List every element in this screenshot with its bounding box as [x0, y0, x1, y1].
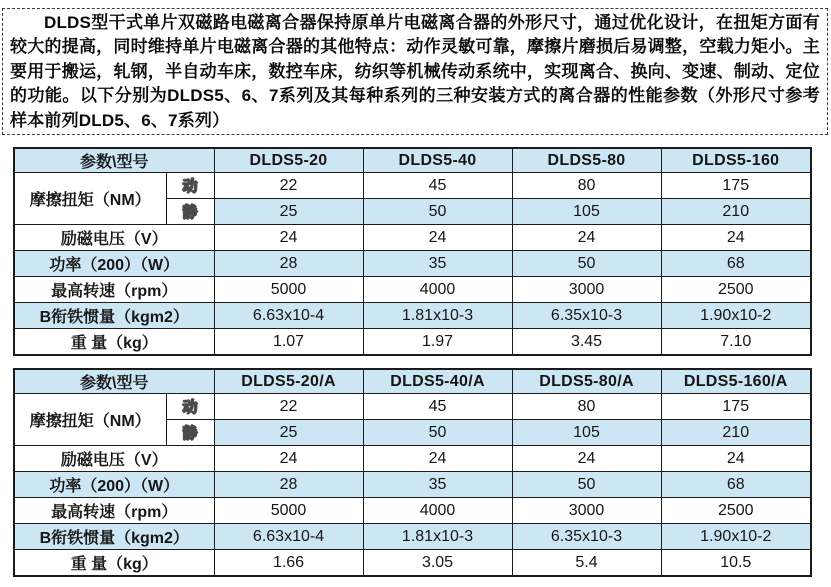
t2-row-voltage-label: 励磁电压（V） — [14, 446, 214, 472]
t2-inertia-cell: 6.63x10-4 — [214, 524, 363, 550]
dynamic-glyph: 动 — [182, 399, 198, 416]
t2-torque-dyn-cell: 22 — [214, 394, 363, 420]
t1-speed-cell: 2500 — [661, 277, 811, 303]
t1-weight-cell: 7.10 — [661, 329, 811, 356]
static-glyph: 静 — [182, 204, 198, 221]
t1-weight-cell: 1.97 — [363, 329, 512, 356]
t1-row-weight-label: 重 量（kg） — [14, 329, 214, 356]
intro-box — [2, 8, 828, 135]
t1-row-power-label: 功率（200）（W） — [14, 251, 214, 277]
dynamic-glyph: 动 — [182, 178, 198, 195]
t2-torque-static-tag — [166, 420, 214, 446]
t2-power-cell: 68 — [661, 472, 811, 498]
t2-power-cell: 35 — [363, 472, 512, 498]
t2-speed-cell: 5000 — [214, 498, 363, 524]
t2-torque-sta-cell: 105 — [512, 420, 661, 446]
t1-header-model-4: DLDS5-160 — [661, 148, 811, 173]
t2-voltage-cell: 24 — [363, 446, 512, 472]
t1-voltage-cell: 24 — [214, 225, 363, 251]
t1-row-inertia-label: B衔铁惯量（kgm2） — [14, 303, 214, 329]
t1-speed-cell: 3000 — [512, 277, 661, 303]
t1-voltage-cell: 24 — [512, 225, 661, 251]
t2-torque-sta-cell: 25 — [214, 420, 363, 446]
t2-voltage-cell: 24 — [661, 446, 811, 472]
t1-inertia-cell: 1.81x10-3 — [363, 303, 512, 329]
t1-voltage-cell: 24 — [363, 225, 512, 251]
t2-speed-cell: 4000 — [363, 498, 512, 524]
t1-header-model-3: DLDS5-80 — [512, 148, 661, 173]
t1-header-param: 参数\型号 — [14, 148, 214, 173]
t2-voltage-cell: 24 — [512, 446, 661, 472]
t1-inertia-cell: 6.63x10-4 — [214, 303, 363, 329]
t2-torque-dynamic-tag — [166, 394, 214, 420]
t1-power-cell: 50 — [512, 251, 661, 277]
t2-row-power-label: 功率（200）（W） — [14, 472, 214, 498]
t1-power-cell: 35 — [363, 251, 512, 277]
t1-torque-dyn-cell: 22 — [214, 173, 363, 199]
t2-torque-dyn-cell: 80 — [512, 394, 661, 420]
t2-row-weight-label: 重 量（kg） — [14, 550, 214, 577]
t1-inertia-cell: 1.90x10-2 — [661, 303, 811, 329]
t1-torque-dyn-cell: 45 — [363, 173, 512, 199]
t1-weight-cell: 1.07 — [214, 329, 363, 356]
t1-torque-sta-cell: 105 — [512, 199, 661, 225]
t2-inertia-cell: 1.81x10-3 — [363, 524, 512, 550]
t1-torque-sta-cell: 25 — [214, 199, 363, 225]
t1-row-voltage-label: 励磁电压（V） — [14, 225, 214, 251]
t2-header-param: 参数\型号 — [14, 369, 214, 394]
t2-speed-cell: 3000 — [512, 498, 661, 524]
t1-torque-static-tag — [166, 199, 214, 225]
t2-weight-cell: 5.4 — [512, 550, 661, 577]
t1-torque-dynamic-tag — [166, 173, 214, 199]
t2-voltage-cell: 24 — [214, 446, 363, 472]
spec-table-dlds5-a — [13, 368, 812, 577]
t2-power-cell: 50 — [512, 472, 661, 498]
t2-power-cell: 28 — [214, 472, 363, 498]
t1-inertia-cell: 6.35x10-3 — [512, 303, 661, 329]
t1-power-cell: 68 — [661, 251, 811, 277]
t2-weight-cell: 10.5 — [661, 550, 811, 577]
t1-power-cell: 28 — [214, 251, 363, 277]
t1-torque-sta-cell: 210 — [661, 199, 811, 225]
t1-speed-cell: 4000 — [363, 277, 512, 303]
t1-voltage-cell: 24 — [661, 225, 811, 251]
t1-header-model-1: DLDS5-20 — [214, 148, 363, 173]
t1-torque-sta-cell: 50 — [363, 199, 512, 225]
t1-torque-dyn-cell: 175 — [661, 173, 811, 199]
t2-weight-cell: 3.05 — [363, 550, 512, 577]
t2-torque-sta-cell: 50 — [363, 420, 512, 446]
t2-inertia-cell: 1.90x10-2 — [661, 524, 811, 550]
t2-inertia-cell: 6.35x10-3 — [512, 524, 661, 550]
t2-torque-dyn-cell: 175 — [661, 394, 811, 420]
t1-row-speed-label: 最高转速（rpm） — [14, 277, 214, 303]
spec-table-dlds5 — [13, 147, 812, 356]
t2-header-model-1: DLDS5-20/A — [214, 369, 363, 394]
t2-row-inertia-label: B衔铁惯量（kgm2） — [14, 524, 214, 550]
static-glyph: 静 — [182, 425, 198, 442]
t2-speed-cell: 2500 — [661, 498, 811, 524]
t2-row-speed-label: 最高转速（rpm） — [14, 498, 214, 524]
t2-torque-label: 摩擦扭矩（NM） — [14, 394, 166, 446]
t1-weight-cell: 3.45 — [512, 329, 661, 356]
t2-weight-cell: 1.66 — [214, 550, 363, 577]
t2-header-model-4: DLDS5-160/A — [661, 369, 811, 394]
t1-torque-label: 摩擦扭矩（NM） — [14, 173, 166, 225]
t1-header-model-2: DLDS5-40 — [363, 148, 512, 173]
t2-header-model-2: DLDS5-40/A — [363, 369, 512, 394]
t1-torque-dyn-cell: 80 — [512, 173, 661, 199]
t2-header-model-3: DLDS5-80/A — [512, 369, 661, 394]
t1-speed-cell: 5000 — [214, 277, 363, 303]
t2-torque-dyn-cell: 45 — [363, 394, 512, 420]
intro-paragraph: DLDS型干式单片双磁路电磁离合器保持原单片电磁离合器的外形尺寸，通过优化设计，在扭矩方面有较大的提高，同时维持单片电磁离合器的其他特点：动作灵敏可靠，摩擦片磨损后易调整，空载力矩小。主要用于搬运，轧钢，半自动车床，数控车床，纺织等机械传动系统中，实现离合、换向、变速、制动、定位的功能。以下分别为DLDS5、6、7系列及其每种系列的三种安装方式的离合器的性能参数（外形尺寸参考样本前列DLD5、6、7系列） — [10, 13, 820, 130]
t2-torque-sta-cell: 210 — [661, 420, 811, 446]
